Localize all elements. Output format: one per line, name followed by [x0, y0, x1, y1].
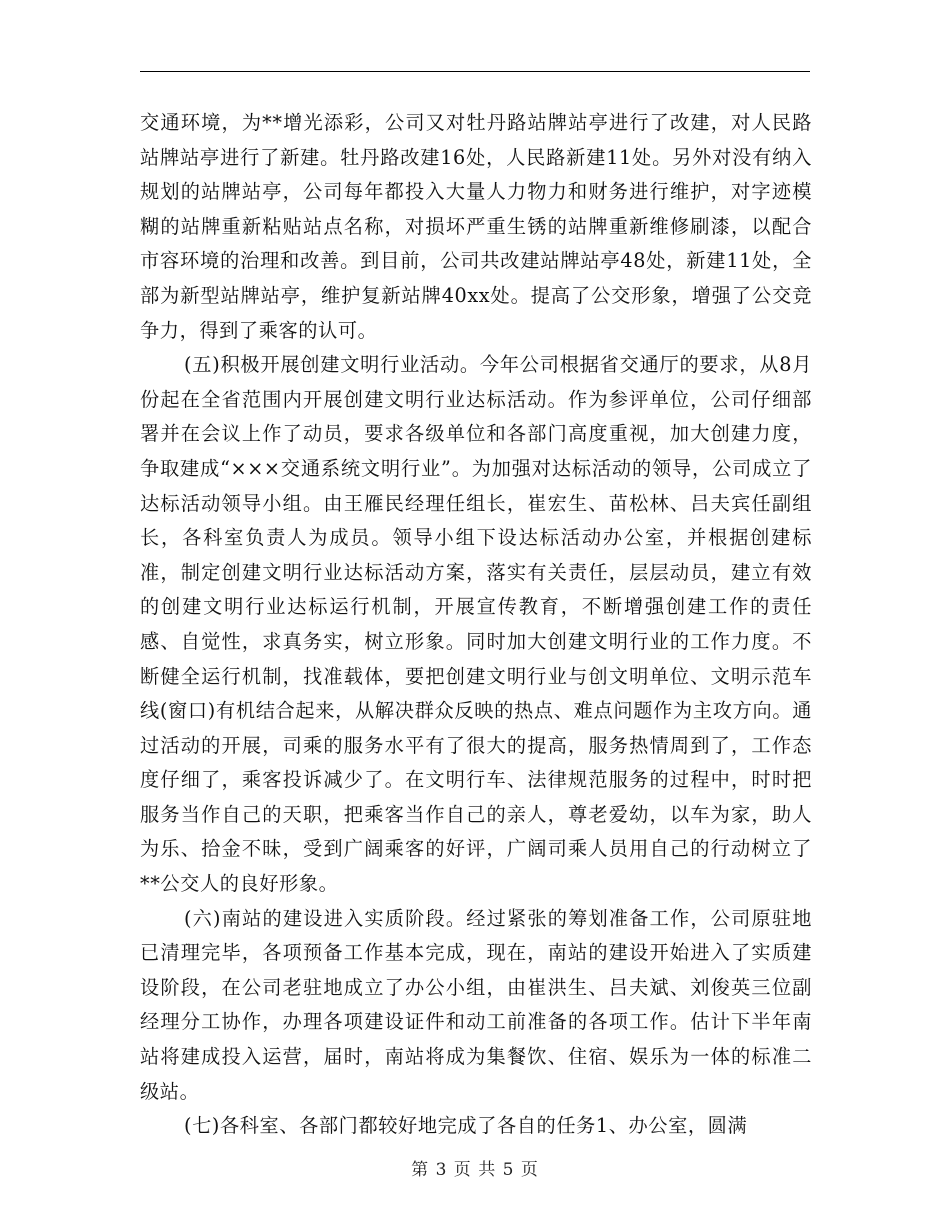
- paragraph-continuation: 交通环境，为**增光添彩，公司又对牡丹路站牌站亭进行了改建，对人民路站牌站亭进行了新建。牡丹路改建16处，人民路新建11处。另外对没有纳入规划的站牌站亭，公司每年都投入大量人力物力和财务进行维护，对字迹模糊的站牌重新粘贴站点名称，对损坏严重生锈的站牌重新维修刷漆，以配合市容环境的治理和改善。到目前，公司共改建站牌站亭48处，新建11处，全部为新型站牌站亭，维护复新站牌40xx处。提高了公交形象，增强了公交竞争力，得到了乘客的认可。: [140, 111, 812, 342]
- paragraph-section-5: (五)积极开展创建文明行业活动。今年公司根据省交通厅的要求，从8月份起在全省范围内开展创建文明行业达标活动。作为参评单位，公司仔细部署并在会议上作了动员，要求各级单位和各部门高度重视，加大创建力度，争取建成“×××交通系统文明行业”。为加强对达标活动的领导，公司成立了达标活动领导小组。由王雁民经理任组长，崔宏生、苗松林、吕夫宾任副组长，各科室负责人为成员。领导小组下设达标活动办公室，并根据创建标准，制定创建文明行业达标活动方案，落实有关责任，层层动员，建立有效的创建文明行业达标运行机制，开展宣传教育，不断增强创建工作的责任感、自觉性，求真务实，树立形象。同时加大创建文明行业的工作力度。不断健全运行机制，找准载体，要把创建文明行业与创文明单位、文明示范车线(窗口)有机结合起来，从解决群众反映的热点、难点问题作为主攻方向。通过活动的开展，司乘的服务水平有了很大的提高，服务热情周到了，工作态度仔细了，乘客投诉减少了。在文明行车、法律规范服务的过程中，时时把服务当作自己的天职，把乘客当作自己的亲人，尊老爱幼，以车为家，助人为乐、拾金不昧，受到广阔乘客的好评，广阔司乘人员用自己的行动树立了**公交人的良好形象。: [140, 353, 812, 896]
- page-number-footer: 第 3 页 共 5 页: [411, 1160, 539, 1180]
- header-rule: [140, 71, 810, 72]
- paragraph-section-7: (七)各科室、各部门都较好地完成了各自的任务1、办公室，圆满: [184, 1114, 748, 1138]
- document-body: [140, 106, 812, 1144]
- paragraph-section-6: (六)南站的建设进入实质阶段。经过紧张的筹划准备工作，公司原驻地已清理完毕，各项预备工作基本完成，现在，南站的建设开始进入了实质建设阶段，在公司老驻地成立了办公小组，由崔洪生、吕夫斌、刘俊英三位副经理分工协作，办理各项建设证件和动工前准备的各项工作。估计下半年南站将建成投入运营，届时，南站将成为集餐饮、住宿、娱乐为一体的标准二级站。: [140, 906, 812, 1103]
